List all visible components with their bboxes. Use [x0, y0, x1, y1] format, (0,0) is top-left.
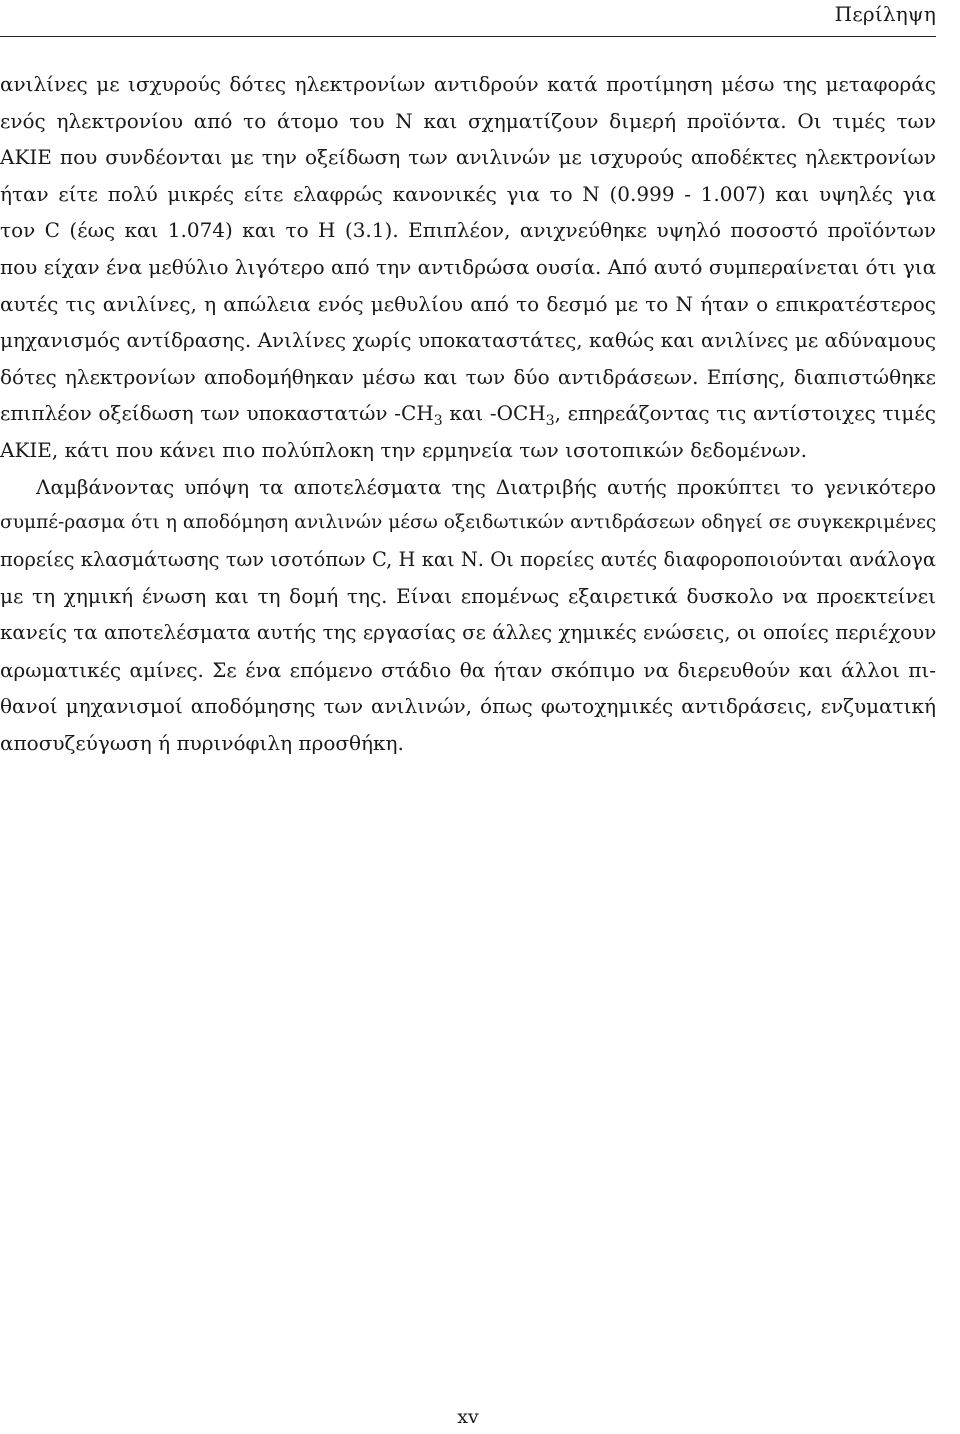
text-line: τον C (έως και 1.074) και το Η (3.1). Επιπλέον, ανιχνεύθηκε υψηλό ποσοστό προϊόντων: [0, 218, 936, 243]
text-line: ήταν είτε πολύ μικρές είτε ελαφρώς κανονικές για το Ν (0.999 - 1.007) και υψηλές για: [0, 181, 936, 206]
text-line-with-subscripts: [0, 395, 936, 432]
text-line: συμπέ-ρασμα ότι η αποδόμηση ανιλινών μέσω οξειδωτικών αντιδράσεων οδηγεί σε συγκεκριμένες: [0, 512, 937, 534]
text-line: δότες ηλεκτρονίων αποδομήθηκαν μέσω και των δύο αντιδράσεων. Επίσης, διαπιστώθηκε: [0, 364, 936, 389]
text-line: ΑΚΙΕ που συνδέονται με την οξείδωση των ανιλινών με ισχυρούς αποδέκτες ηλεκτρονίων: [0, 145, 936, 170]
text-line: θανοί μηχανισμοί αποδόμησης των ανιλινών, όπως φωτοχημικές αντιδράσεις, ενζυματική: [0, 694, 936, 719]
main-body-text: [0, 66, 936, 761]
page-number: xv: [457, 1406, 479, 1428]
text-line: Λαμβάνοντας υπόψη τα αποτελέσματα της Διατριβής αυτής προκύπτει το γενικότερο: [36, 474, 936, 499]
text-line: αρωματικές αμίνες. Σε ένα επόμενο στάδιο θα ήταν σκόπιμο να διερευθούν και άλλοι πι-: [0, 657, 936, 682]
text-line: ενός ηλεκτρονίου από το άτομο του Ν και σχηματίζουν διμερή προϊόντα. Οι τιμές των: [0, 108, 936, 133]
text-line: αποσυζεύγωση ή πυρινόφιλη προσθήκη.: [0, 730, 404, 755]
text-line: ΑΚΙΕ, κάτι που κάνει πιο πολύπλοκη την ερμηνεία των ισοτοπικών δεδομένων.: [0, 437, 807, 462]
subscript-line-after: , επηρεάζοντας τις αντίστοιχες τιμές: [554, 401, 936, 426]
text-line: ανιλίνες με ισχυρούς δότες ηλεκτρονίων αντιδρούν κατά προτίμηση μέσω της μεταφοράς: [0, 72, 936, 96]
text-line: αυτές τις ανιλίνες, η απώλεια ενός μεθυλίου από το δεσμό με το Ν ήταν ο επικρατέστερος: [0, 291, 936, 316]
text-line: που είχαν ένα μεθύλιο λιγότερο από την αντιδρώσα ουσία. Από αυτό συμπεραίνεται ότι για: [0, 254, 937, 279]
text-line: μηχανισμός αντίδρασης. Ανιλίνες χωρίς υποκαταστάτες, καθώς και ανιλίνες με αδύναμους: [0, 328, 936, 353]
subscript-line-before: επιπλέον οξείδωση των υποκαστατών -CH: [0, 401, 434, 426]
text-line: κανείς τα αποτελέσματα αυτής της εργασίας σε άλλες χημικές ενώσεις, οι οποίες περιέχουν: [0, 620, 937, 644]
subscript-3: 3: [545, 413, 555, 430]
subscript-line-middle: και -OCH: [442, 401, 546, 426]
header-rule: [0, 36, 936, 37]
running-head-title: Περίληψη: [834, 2, 936, 26]
paragraph-1: [0, 66, 936, 469]
text-line: με τη χημική ένωση και τη δομή της. Είναι επομένως εξαιρετικά δυσκολο να προεκτείνει: [0, 584, 936, 609]
paragraph-2: [0, 469, 936, 762]
text-line: πορείες κλασμάτωσης των ισοτόπων C, Η και Ν. Οι πορείες αυτές διαφοροποιούνται ανάλογα: [0, 547, 936, 571]
subscript-3: 3: [433, 413, 443, 430]
